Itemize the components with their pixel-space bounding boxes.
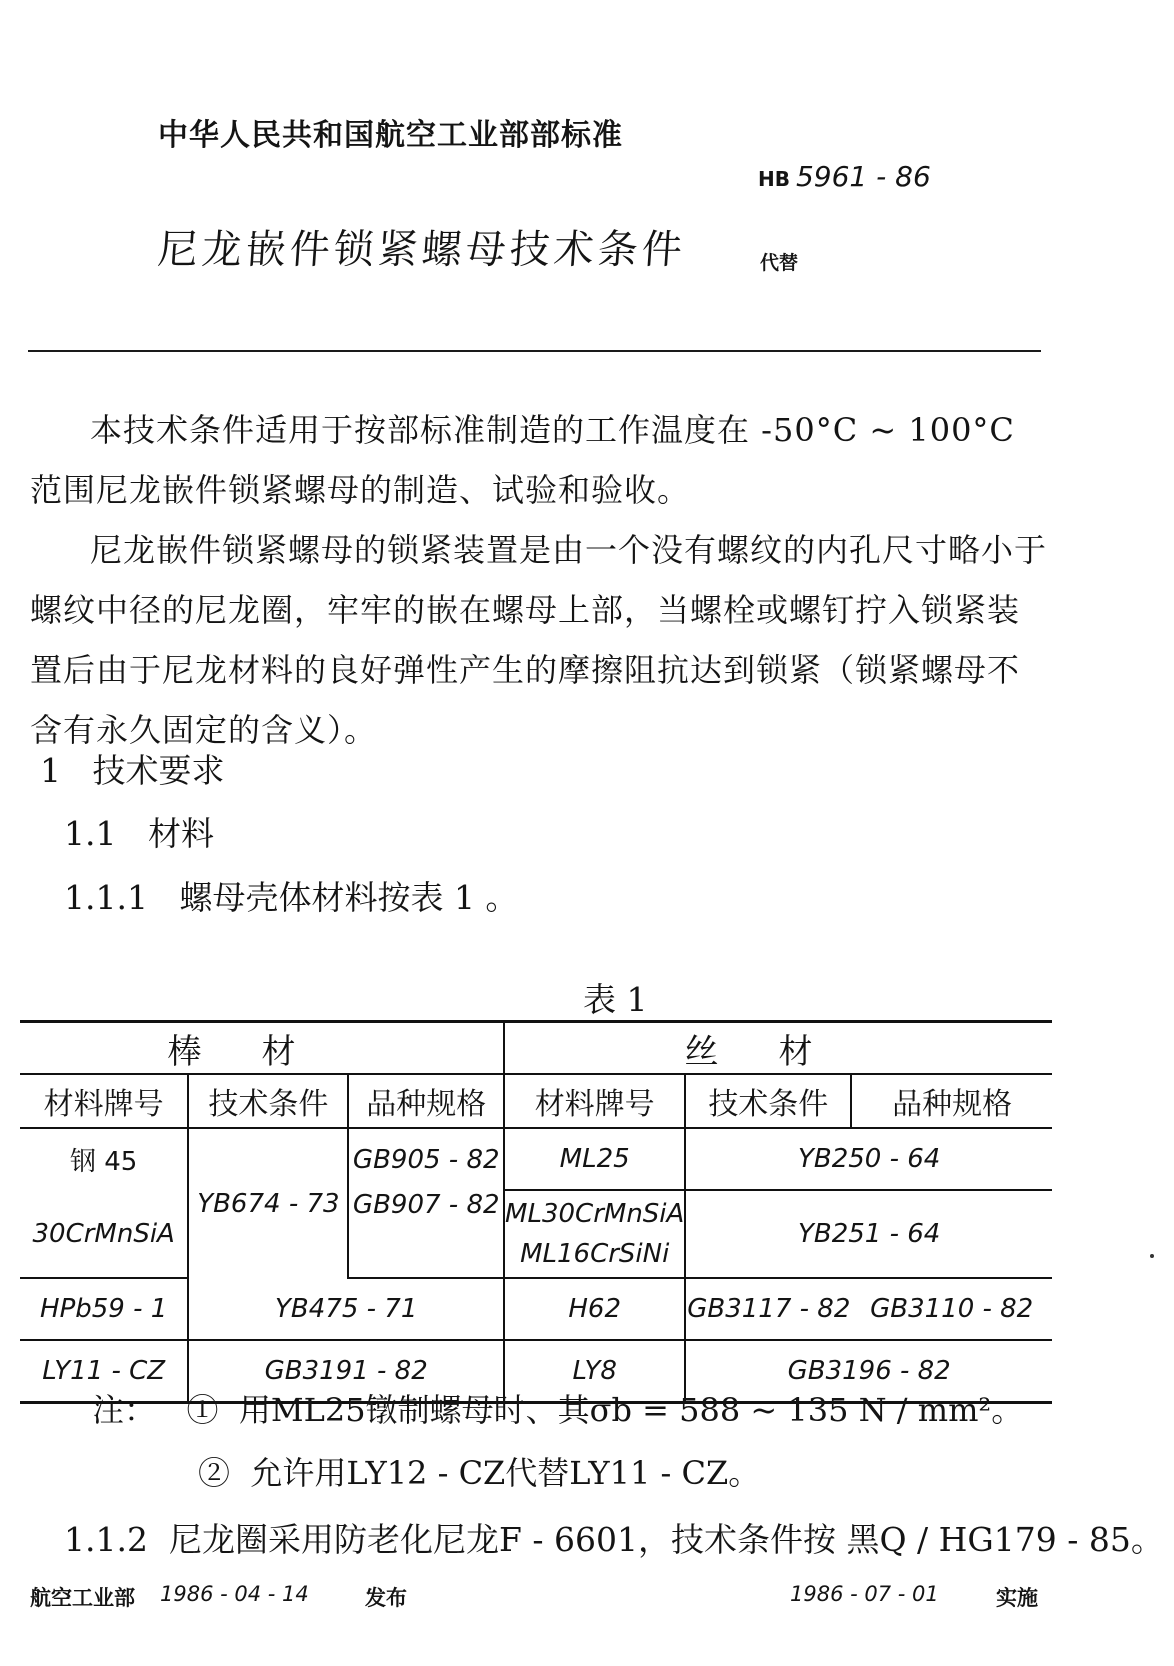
col-header-grade: 材料牌号 [20,1074,188,1128]
note-2 [198,1448,760,1494]
cell-r2-grade-2a: ML30CrMnSiA [505,1199,685,1229]
standard-prefix: HB [758,167,790,191]
section-1-1-2-number: 1.1.2 [64,1520,148,1559]
document-title: 尼龙嵌件锁紧螺母技术条件 [156,227,688,273]
cell-r2-variety: GB907 - 82 [348,1190,504,1278]
cell-r1-spec: YB674 - 73 [188,1128,348,1278]
section-1-1-1-text: 螺母壳体材料按表 1 。 [179,878,519,917]
group-bar-header: 棒材 [20,1022,504,1075]
cell-r1-grade-2: ML25 [504,1128,685,1190]
cell-r4-spec-2: GB3196 - 82 [685,1340,1052,1403]
col-header-variety: 品种规格 [348,1074,504,1128]
cell-r1-spec-2: YB250 - 64 [685,1128,1052,1190]
section-1-1-number: 1.1 [64,814,117,853]
footer-issued-label: 发布 [365,1586,407,1610]
cell-r3-variety-2: GB3110 - 82 [851,1278,1052,1340]
col-header-spec: 技术条件 [188,1074,348,1128]
footer-issuer: 航空工业部 [30,1586,135,1610]
section-1-title: 技术要求 [92,751,225,790]
cell-r3-grade: HPb59 - 1 [20,1278,188,1340]
section-1-heading [40,745,224,792]
issuing-organization: 中华人民共和国航空工业部部标准 [158,118,623,153]
group-wire-header: 丝材 [504,1022,1052,1075]
scan-speck [1150,1254,1154,1258]
standard-number: 5961 - 86 [795,160,931,193]
cell-r3-spec-2: GB3117 - 82 [685,1278,851,1340]
cell-r2-spec-2: YB251 - 64 [685,1190,1052,1278]
standard-code [758,160,931,193]
col-header-variety-2: 品种规格 [851,1074,1052,1128]
header-divider [28,350,1041,352]
section-1-1-1-number: 1.1.1 [64,878,148,917]
section-1-1-title: 材料 [147,814,214,853]
cell-r2-grade-2 [504,1190,685,1278]
note-2-marker: ② [198,1454,231,1492]
replaces-label: 代替 [760,252,799,274]
cell-r2-grade: 30CrMnSiA [20,1190,188,1278]
cell-r4-grade-2: LY8 [504,1340,685,1403]
note-2-text: 允许用LY12 - CZ代替LY11 - CZ。 [250,1454,761,1492]
material-table [20,1020,1052,1404]
cell-r2-grade-2b: ML16CrSiNi [520,1239,670,1269]
table-caption: 表 1 [583,980,648,1019]
note-1-text: 用ML25镦制螺母时、其σb = 588 ~ 135 N / mm²。 [238,1391,1024,1429]
cell-r4-spec: GB3191 - 82 [188,1340,504,1403]
section-1-1-heading [64,808,214,855]
section-1-1-2-text: 尼龙圈采用防老化尼龙F - 6601，技术条件按 黑Q / HG179 - 85。 [168,1520,1164,1559]
cell-r1-variety: GB905 - 82 [348,1128,504,1190]
footer-effective-label: 实施 [996,1586,1038,1610]
cell-r3-grade-2: H62 [504,1278,685,1340]
note-1-marker: ① [186,1391,219,1429]
footer-effective-date: 1986 - 07 - 01 [790,1582,939,1606]
col-header-spec-2: 技术条件 [685,1074,851,1128]
footer-issue-date: 1986 - 04 - 14 [160,1582,309,1606]
section-1-1-2 [64,1514,1164,1561]
intro-paragraph-2: 尼龙嵌件锁紧螺母的锁紧装置是由一个没有螺纹的内孔尺寸略小于螺纹中径的尼龙圈，牢牢的嵌在螺母上部，当螺栓或螺钉拧入锁紧装置后由于尼龙材料的良好弹性产生的摩擦阻抗达到锁紧（锁紧螺母不含有永久固定的含义）。 [30,531,1048,749]
section-1-1-1 [64,872,518,919]
cell-r3-spec: YB475 - 71 [188,1278,504,1340]
section-1-number: 1 [40,751,61,790]
cell-r4-grade: LY11 - CZ [20,1340,188,1403]
note-1 [92,1385,1023,1431]
notes-label: 注： [92,1391,157,1429]
cell-r1-grade: 钢 45 [69,1147,138,1177]
col-header-grade-2: 材料牌号 [504,1074,685,1128]
intro-paragraph-1: 本技术条件适用于按部标准制造的工作温度在 -50°C ~ 100°C 范围尼龙嵌件锁紧螺母的制造、试验和验收。 [30,411,1015,509]
